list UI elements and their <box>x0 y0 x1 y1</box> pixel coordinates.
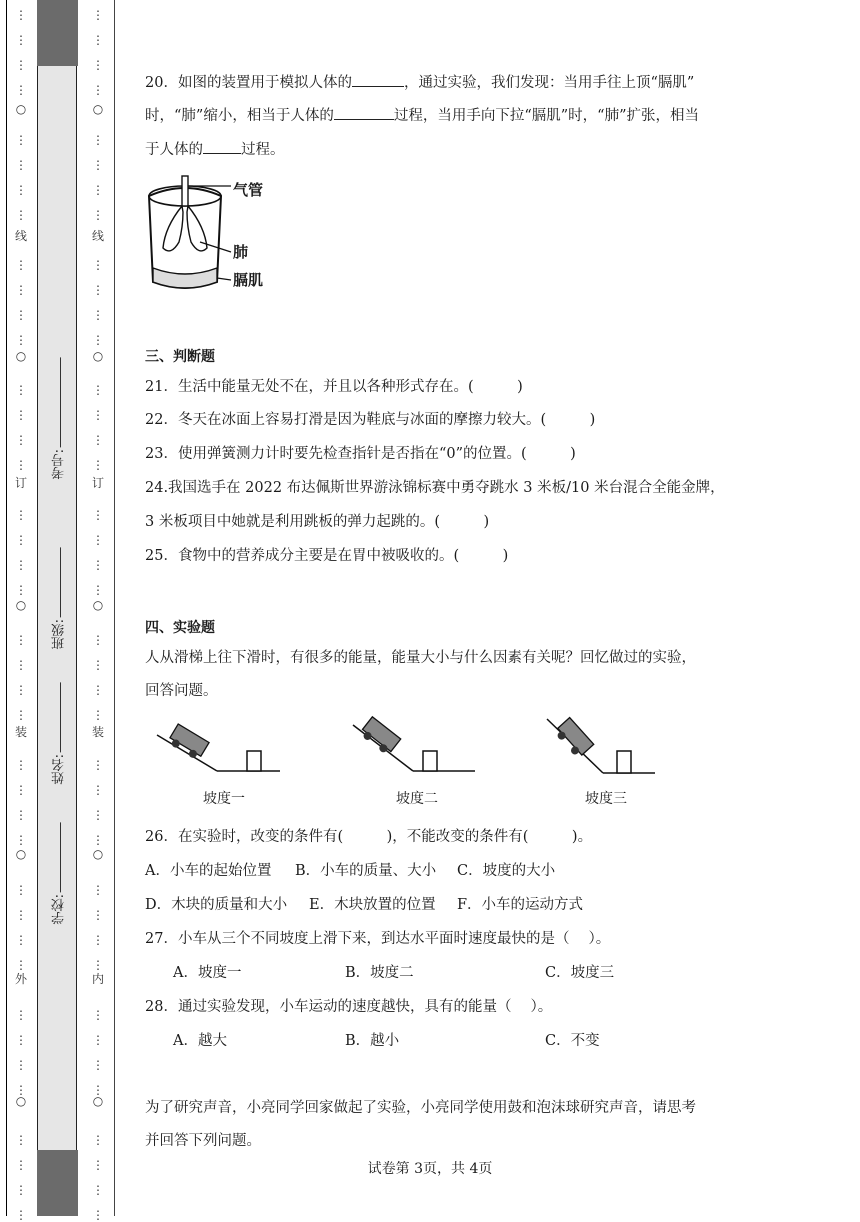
inner-dots: ⋮ <box>92 158 104 172</box>
inner-mark: 线 <box>91 229 104 243</box>
q28: 28．通过实验发现，小车运动的速度越快，具有的能量（ ）。 <box>145 999 553 1015</box>
slope-three-caption: 坡度三 <box>585 791 627 807</box>
q24-line2: 3 米板项目中她就是利用跳板的弹力起跳的。( ) <box>145 514 490 530</box>
inner-dots: ⋮ <box>92 508 104 522</box>
inner-dots: ⋮ <box>92 633 104 647</box>
inner-dots: ⋮ <box>92 333 104 347</box>
outer-dots: ⋮ <box>15 1208 27 1222</box>
q27-option-a: A．坡度一 <box>173 965 242 981</box>
outer-dots: ⋮ <box>15 533 27 547</box>
q22: 22．冬天在冰面上容易打滑是因为鞋底与冰面的摩擦力较大。( ) <box>145 412 596 428</box>
inner-dots: ⋮ <box>92 1033 104 1047</box>
lung-model-figure <box>145 172 285 297</box>
inner-dots: ⋮ <box>92 958 104 972</box>
inner-mark: 装 <box>91 725 104 739</box>
inner-dots: ⋮ <box>92 1133 104 1147</box>
inner-dots: ⋮ <box>92 33 104 47</box>
slope-figures <box>155 715 715 785</box>
inner-dots: ⋮ <box>92 883 104 897</box>
inner-circle: ○ <box>92 349 104 363</box>
q20-line3: 于人体的 过程。 <box>145 133 285 167</box>
outer-binding-column <box>14 0 28 1222</box>
outer-dots: ⋮ <box>15 433 27 447</box>
inner-dots: ⋮ <box>92 8 104 22</box>
q27-option-c: C．坡度三 <box>545 965 615 981</box>
inner-dots: ⋮ <box>92 683 104 697</box>
q26-option-e: E．木块放置的位置 <box>309 897 436 913</box>
q20-line1: 20．如图的装置用于模拟人体的 ，通过实验，我们发现：当用手往上顶“膈肌” <box>145 66 694 100</box>
outer-dots: ⋮ <box>15 658 27 672</box>
school-field: 学校: <box>50 820 69 924</box>
q27: 27．小车从三个不同坡度上滑下来，到达水平面时速度最快的是（ ）。 <box>145 931 611 947</box>
inner-dots: ⋮ <box>92 558 104 572</box>
slope-one <box>157 724 280 771</box>
label-trachea: 气管 <box>233 181 264 199</box>
outer-dots: ⋮ <box>15 383 27 397</box>
outer-dots: ⋮ <box>15 1158 27 1172</box>
outer-dots: ⋮ <box>15 58 27 72</box>
outer-dots: ⋮ <box>15 208 27 222</box>
outer-mark: 外 <box>14 972 27 986</box>
q24-line1: 24.我国选手在 2022 布达佩斯世界游泳锦标赛中勇夺跳水 3 米板/10 米台混合全能金牌， <box>145 480 725 496</box>
outer-circle: ○ <box>15 1094 27 1108</box>
q26: 26．在实验时，改变的条件有( )，不能改变的条件有( )。 <box>145 829 593 845</box>
outer-circle: ○ <box>15 349 27 363</box>
inner-binding-column <box>91 0 105 1222</box>
inner-dots: ⋮ <box>92 408 104 422</box>
page-border <box>6 0 7 1216</box>
section3-title: 三、判断题 <box>145 349 215 365</box>
q20-line2: 时，“肺”缩小，相当于人体的 过程，当用手向下拉“膈肌”时，“肺”扩张，相当 <box>145 99 699 133</box>
outer-mark: 装 <box>14 725 27 739</box>
name-field: 姓名: <box>50 680 69 784</box>
outer-dots: ⋮ <box>15 1133 27 1147</box>
outer-dots: ⋮ <box>15 558 27 572</box>
outer-dots: ⋮ <box>15 683 27 697</box>
slope-one-caption: 坡度一 <box>203 791 245 807</box>
inner-dots: ⋮ <box>92 458 104 472</box>
outer-dots: ⋮ <box>15 183 27 197</box>
outer-dots: ⋮ <box>15 1058 27 1072</box>
outer-circle: ○ <box>15 847 27 861</box>
q27-option-b: B．坡度二 <box>345 965 414 981</box>
inner-dots: ⋮ <box>92 1008 104 1022</box>
outer-mark: 线 <box>14 229 27 243</box>
outer-dots: ⋮ <box>15 1008 27 1022</box>
inner-binding-line <box>114 0 115 1216</box>
outer-dots: ⋮ <box>15 258 27 272</box>
inner-dots: ⋮ <box>92 58 104 72</box>
slope-two <box>353 717 475 771</box>
q26-option-a: A．小车的起始位置 <box>145 863 272 879</box>
inner-dots: ⋮ <box>92 1158 104 1172</box>
outer-dots: ⋮ <box>15 1183 27 1197</box>
q28-option-b: B．越小 <box>345 1033 400 1049</box>
inner-dots: ⋮ <box>92 308 104 322</box>
outer-dots: ⋮ <box>15 158 27 172</box>
inner-circle: ○ <box>92 598 104 612</box>
closing-line1: 为了研究声音，小亮同学回家做起了实验，小亮同学使用鼓和泡沫球研究声音，请思考 <box>145 1100 696 1116</box>
outer-dots: ⋮ <box>15 758 27 772</box>
inner-dots: ⋮ <box>92 133 104 147</box>
inner-dots: ⋮ <box>92 208 104 222</box>
outer-dots: ⋮ <box>15 133 27 147</box>
inner-mark: 订 <box>91 476 104 490</box>
outer-dots: ⋮ <box>15 783 27 797</box>
inner-dots: ⋮ <box>92 533 104 547</box>
inner-dots: ⋮ <box>92 258 104 272</box>
inner-dots: ⋮ <box>92 283 104 297</box>
outer-dots: ⋮ <box>15 333 27 347</box>
outer-dots: ⋮ <box>15 83 27 97</box>
slope-two-caption: 坡度二 <box>396 791 438 807</box>
q25: 25．食物中的营养成分主要是在胃中被吸收的。( ) <box>145 548 509 564</box>
section4-intro-line1: 人从滑梯上往下滑时，有很多的能量，能量大小与什么因素有关呢？回忆做过的实验， <box>145 650 696 666</box>
inner-dots: ⋮ <box>92 833 104 847</box>
outer-dots: ⋮ <box>15 408 27 422</box>
inner-dots: ⋮ <box>92 758 104 772</box>
inner-dots: ⋮ <box>92 783 104 797</box>
inner-dots: ⋮ <box>92 1083 104 1097</box>
inner-dots: ⋮ <box>92 658 104 672</box>
q26-option-d: D．木块的质量和大小 <box>145 897 288 913</box>
inner-mark: 内 <box>91 972 104 986</box>
inner-dots: ⋮ <box>92 908 104 922</box>
inner-circle: ○ <box>92 102 104 116</box>
inner-dots: ⋮ <box>92 708 104 722</box>
outer-dots: ⋮ <box>15 33 27 47</box>
binding-strip-top-block <box>37 0 78 66</box>
section4-intro-line2: 回答问题。 <box>145 683 218 699</box>
outer-dots: ⋮ <box>15 1083 27 1097</box>
closing-line2: 并回答下列问题。 <box>145 1133 261 1149</box>
inner-dots: ⋮ <box>92 383 104 397</box>
outer-dots: ⋮ <box>15 883 27 897</box>
outer-dots: ⋮ <box>15 308 27 322</box>
outer-dots: ⋮ <box>15 958 27 972</box>
q28-option-a: A．越大 <box>173 1033 227 1049</box>
exam-number-field: 考号: <box>50 355 69 479</box>
label-lung: 肺 <box>233 243 249 261</box>
inner-dots: ⋮ <box>92 1183 104 1197</box>
q21: 21．生活中能量无处不在，并且以各种形式存在。( ) <box>145 379 523 395</box>
inner-dots: ⋮ <box>92 933 104 947</box>
slope-three <box>547 718 655 773</box>
outer-circle: ○ <box>15 102 27 116</box>
inner-dots: ⋮ <box>92 583 104 597</box>
outer-dots: ⋮ <box>15 633 27 647</box>
page-footer: 试卷第 3页，共 4页 <box>367 1161 493 1177</box>
section4-title: 四、实验题 <box>145 620 215 636</box>
outer-dots: ⋮ <box>15 283 27 297</box>
outer-dots: ⋮ <box>15 708 27 722</box>
inner-dots: ⋮ <box>92 808 104 822</box>
inner-dots: ⋮ <box>92 1058 104 1072</box>
outer-dots: ⋮ <box>15 833 27 847</box>
outer-dots: ⋮ <box>15 8 27 22</box>
inner-circle: ○ <box>92 1094 104 1108</box>
inner-circle: ○ <box>92 847 104 861</box>
outer-dots: ⋮ <box>15 933 27 947</box>
outer-dots: ⋮ <box>15 808 27 822</box>
outer-dots: ⋮ <box>15 458 27 472</box>
outer-dots: ⋮ <box>15 583 27 597</box>
outer-circle: ○ <box>15 598 27 612</box>
q26-option-c: C．坡度的大小 <box>457 863 556 879</box>
outer-mark: 订 <box>14 476 27 490</box>
q26-option-f: F．小车的运动方式 <box>457 897 584 913</box>
label-diaphragm: 膈肌 <box>233 271 264 289</box>
q23: 23．使用弹簧测力计时要先检查指针是否指在“0”的位置。( ) <box>145 446 576 462</box>
outer-dots: ⋮ <box>15 508 27 522</box>
class-field: 班级: <box>50 545 69 649</box>
inner-dots: ⋮ <box>92 83 104 97</box>
q26-option-b: B．小车的质量、大小 <box>295 863 437 879</box>
inner-dots: ⋮ <box>92 433 104 447</box>
outer-dots: ⋮ <box>15 1033 27 1047</box>
inner-dots: ⋮ <box>92 1208 104 1222</box>
outer-dots: ⋮ <box>15 908 27 922</box>
q28-option-c: C．不变 <box>545 1033 600 1049</box>
inner-dots: ⋮ <box>92 183 104 197</box>
